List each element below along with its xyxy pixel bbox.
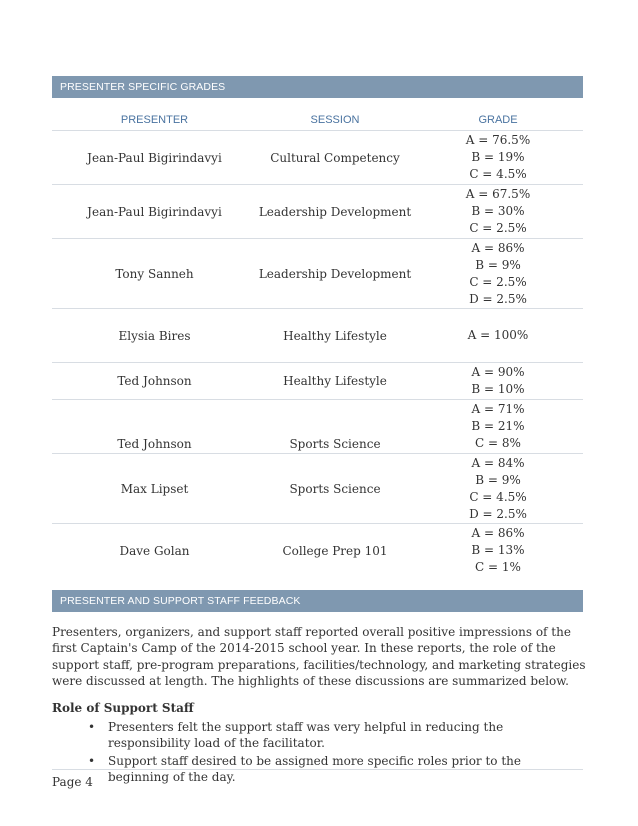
presenter-cell: Tony Sanneh — [115, 266, 194, 281]
column-header-session: SESSION — [310, 114, 360, 126]
table-row — [52, 185, 583, 239]
table-row — [52, 454, 583, 524]
grade-line: C = 4.5% — [469, 167, 527, 181]
session-cell: Leadership Development — [258, 204, 412, 219]
grade-line: A = 90% — [471, 365, 525, 379]
grade-line: A = 76.5% — [465, 133, 531, 147]
table-row — [52, 239, 583, 309]
grade-cell — [413, 455, 583, 523]
grade-cell — [413, 327, 583, 344]
grade-line: B = 19% — [471, 150, 525, 164]
session-cell: Cultural Competency — [270, 150, 400, 165]
session-cell: Healthy Lifestyle — [283, 328, 387, 343]
grade-line: B = 13% — [471, 543, 525, 557]
grade-line: A = 67.5% — [465, 187, 531, 201]
session-cell: Leadership Development — [258, 266, 412, 281]
grade-cell — [413, 364, 583, 398]
grade-line: A = 71% — [471, 402, 525, 416]
column-header-presenter: PRESENTER — [120, 114, 189, 126]
page-number: Page 4 — [52, 775, 93, 789]
grade-line: C = 1% — [475, 560, 521, 574]
presenter-cell: Ted Johnson — [117, 374, 192, 388]
grades-table — [52, 110, 583, 577]
grade-line: C = 8% — [475, 436, 521, 450]
table-row — [52, 363, 583, 400]
footer-divider — [52, 769, 583, 770]
grade-cell — [413, 132, 583, 183]
grade-line: C = 2.5% — [469, 274, 527, 289]
grade-line: B = 10% — [471, 382, 525, 396]
grade-line: A = 100% — [467, 328, 529, 342]
session-cell: Sports Science — [289, 481, 381, 496]
bullet-icon: • — [88, 754, 96, 768]
grade-line: A = 86% — [471, 240, 525, 255]
grade-line: A = 84% — [471, 455, 525, 470]
grade-line: C = 4.5% — [469, 489, 527, 504]
table-row — [52, 309, 583, 363]
grade-cell — [413, 186, 583, 237]
table-row — [52, 524, 583, 577]
table-header-row — [52, 110, 583, 131]
bullet-text: Presenters felt the support staff was very helpful in reducing the responsibility load of the facilitator. — [108, 720, 504, 750]
presenter-cell: Dave Golan — [119, 543, 190, 558]
list-item — [88, 719, 583, 751]
grade-cell — [413, 401, 583, 452]
grade-line: B = 30% — [471, 204, 525, 218]
section-header-presenter-grades: PRESENTER SPECIFIC GRADES — [52, 76, 583, 98]
bullet-icon: • — [88, 720, 96, 734]
bullet-text: Support staff desired to be assigned more specific roles prior to the beginning of the day. — [108, 754, 521, 784]
subheading-role-of-support-staff: Role of Support Staff — [52, 701, 194, 715]
column-header-grade: GRADE — [478, 113, 518, 126]
presenter-cell: Jean-Paul Bigirindavyi — [87, 204, 222, 219]
presenter-cell: Max Lipset — [120, 481, 189, 496]
grade-line: D = 2.5% — [469, 506, 527, 521]
presenter-cell: Elysia Bires — [118, 328, 191, 343]
session-cell: College Prep 101 — [282, 543, 388, 558]
grade-cell — [413, 240, 583, 308]
table-row — [52, 131, 583, 185]
feedback-paragraph: Presenters, organizers, and support staff reported overall positive impressions of the first Captain's Camp of the 2014-2015 school year. In these reports, the role of the support staff, pre-program preparations, facilities/technology, and marketing strategies were discussed at length. The highlights of these discussions are summarized below. — [52, 625, 586, 688]
session-cell: Healthy Lifestyle — [283, 374, 387, 388]
presenter-cell: Jean-Paul Bigirindavyi — [87, 150, 222, 165]
grade-line: B = 9% — [475, 257, 521, 272]
grade-line: A = 86% — [471, 526, 525, 540]
grade-line: C = 2.5% — [469, 221, 527, 235]
grade-line: D = 2.5% — [469, 291, 527, 306]
presenter-cell: Ted Johnson — [117, 437, 192, 451]
section-header-feedback: PRESENTER AND SUPPORT STAFF FEEDBACK — [52, 590, 583, 612]
table-row — [52, 400, 583, 454]
grade-line: B = 9% — [475, 472, 521, 487]
bullet-list — [88, 719, 583, 787]
grade-cell — [413, 525, 583, 576]
grade-line: B = 21% — [471, 419, 525, 433]
session-cell: Sports Science — [289, 437, 381, 451]
